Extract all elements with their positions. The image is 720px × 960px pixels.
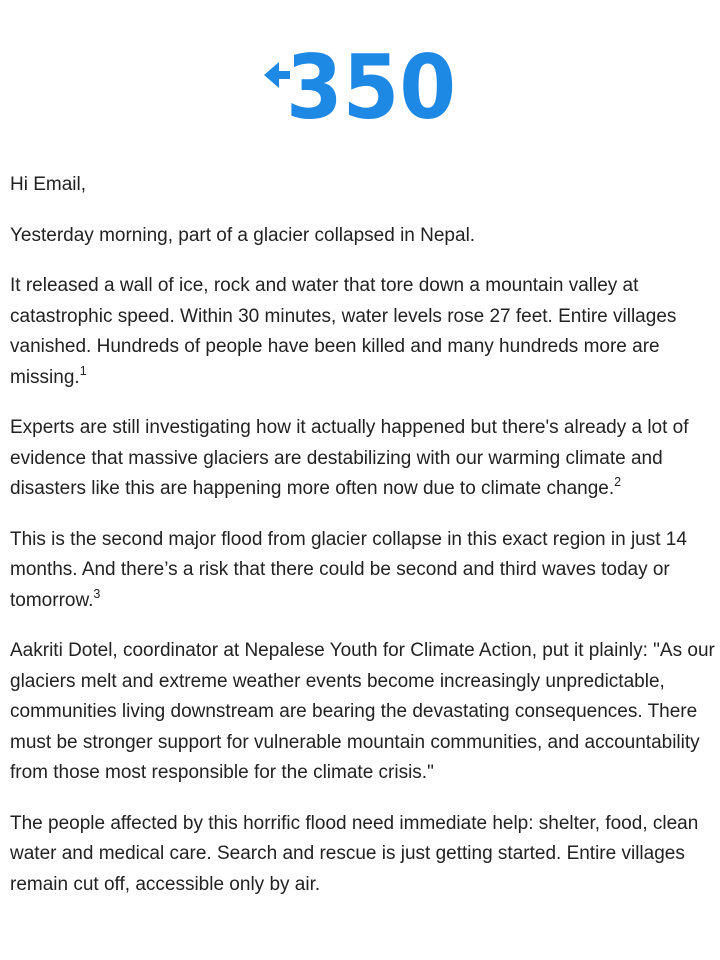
footnote-ref-2[interactable]: 2 — [614, 475, 622, 489]
paragraph-2-text: It released a wall of ice, rock and water that tore down a mountain valley at catastrophic speed. Within 30 minutes, water levels rose 27 feet. Entire villages vanished. Hundreds of people have been killed and many hundreds more are missing. — [10, 275, 677, 388]
email-header — [0, 0, 720, 150]
350-logo[interactable] — [262, 36, 458, 126]
paragraph-3 — [10, 413, 715, 505]
paragraph-5-quote: Aakriti Dotel, coordinator at Nepalese Youth for Climate Action, put it plainly: "As our glaciers melt and extreme weather events become increasingly unpredictable, communities living downstream are bearing the devastating consequences. There must be stronger support for vulnerable mountain communities, and accountability from those most responsible for the climate crisis." — [10, 640, 715, 783]
paragraph-4 — [10, 525, 715, 617]
paragraph-1: Yesterday morning, part of a glacier collapsed in Nepal. — [10, 224, 476, 246]
paragraph-4-text: This is the second major flood from glacier collapse in this exact region in just 14 months. And there’s a risk that there could be second and third waves today or tomorrow. — [10, 528, 687, 611]
footnote-ref-3[interactable]: 3 — [93, 586, 101, 601]
footnote-ref-1[interactable]: 1 — [79, 363, 87, 378]
paragraph-6: The people affected by this horrific flood need immediate help: shelter, food, clean water and medical care. Search and rescue is just getting started. Entire villages remain cut off, accessible only by air. — [10, 812, 699, 895]
paragraph-3-text: Experts are still investigating how it actually happened but there's already a lot of evidence that massive glaciers are destabilizing with our warming climate and disasters like this are happening more often now due to climate change. — [10, 417, 689, 499]
email-body — [10, 170, 715, 920]
logo-text: 350 — [286, 36, 456, 126]
logo-graphic — [262, 36, 458, 126]
greeting: Hi Email, — [10, 174, 87, 195]
paragraph-2 — [10, 271, 715, 393]
